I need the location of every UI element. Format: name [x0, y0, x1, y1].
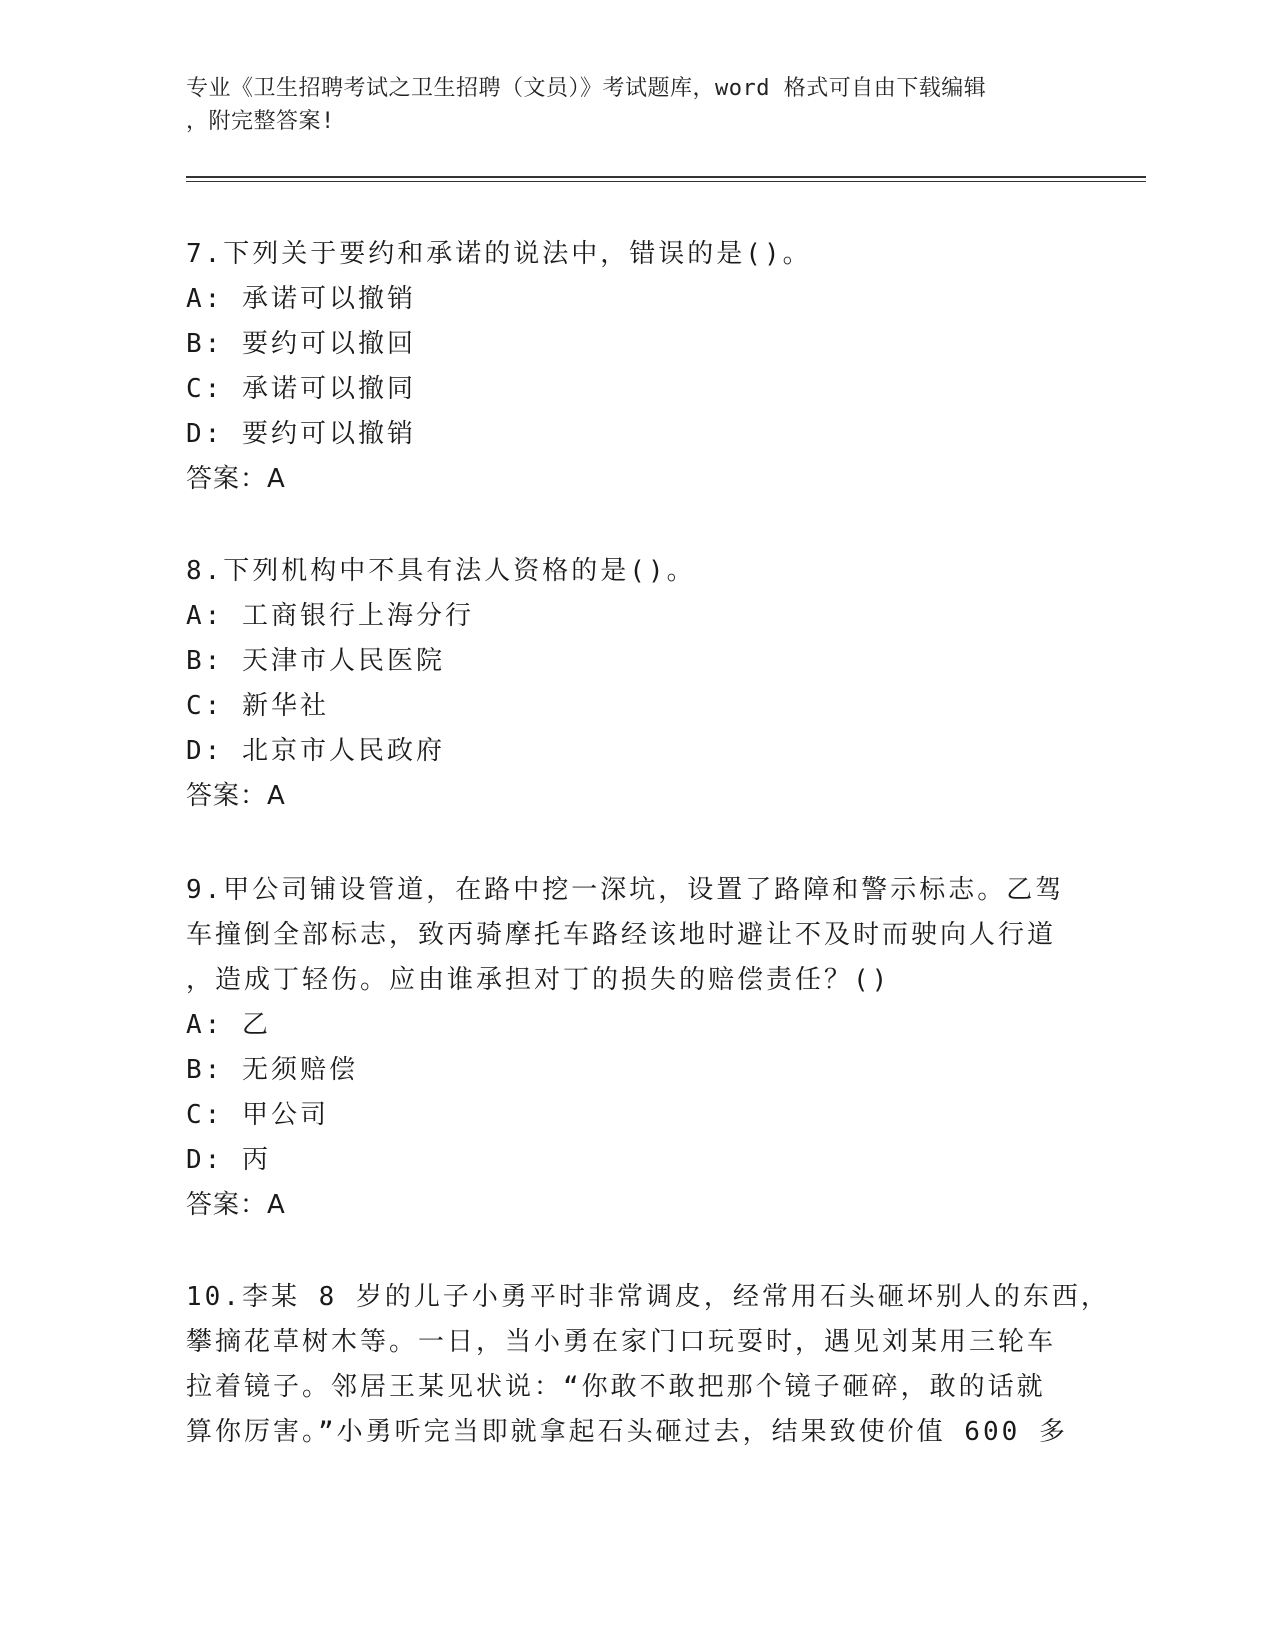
answer: 答案：A [186, 781, 286, 811]
header-divider [186, 176, 1146, 182]
option-b: B: 无须赔偿 [186, 1055, 358, 1085]
option-d: D: 要约可以撤销 [186, 419, 416, 449]
question-stem-line-1: 10.李某 8 岁的儿子小勇平时非常调皮，经常用石头砸坏别人的东西， [186, 1282, 1110, 1312]
header-line-2: ，附完整答案! [186, 109, 335, 134]
question-stem-line-2: 攀摘花草树木等。一日，当小勇在家门口玩耍时，遇见刘某用三轮车 [186, 1327, 1057, 1357]
option-d: D: 丙 [186, 1145, 271, 1175]
option-c: C: 承诺可以撤同 [186, 374, 416, 404]
question-9 [186, 868, 1065, 1228]
question-stem: 7.下列关于要约和承诺的说法中，错误的是()。 [186, 239, 812, 269]
option-c: C: 新华社 [186, 691, 329, 721]
question-stem-line-3: ，造成丁轻伤。应由谁承担对丁的损失的赔偿责任？() [186, 965, 891, 995]
header-line-1: 专业《卫生招聘考试之卫生招聘（文员）》考试题库，word 格式可自由下载编辑 [186, 76, 987, 101]
option-d: D: 北京市人民政府 [186, 736, 445, 766]
question-stem: 8.下列机构中不具有法人资格的是()。 [186, 556, 696, 586]
option-c: C: 甲公司 [186, 1100, 329, 1130]
question-stem-line-2: 车撞倒全部标志，致丙骑摩托车路经该地时避让不及时而驶向人行道 [186, 920, 1057, 950]
document-header [186, 72, 1066, 138]
answer: 答案：A [186, 1190, 286, 1220]
question-stem-line-3: 拉着镜子。邻居王某见状说：“你敢不敢把那个镜子砸碎，敢的话就 [186, 1372, 1046, 1402]
question-8 [186, 549, 1056, 819]
option-a: A: 乙 [186, 1010, 271, 1040]
answer: 答案：A [186, 464, 286, 494]
question-stem-line-1: 9.甲公司铺设管道，在路中挖一深坑，设置了路障和警示标志。乙驾 [186, 875, 1065, 905]
option-a: A: 承诺可以撤销 [186, 284, 416, 314]
question-stem-line-4: 算你厉害。”小勇听完当即就拿起石头砸过去，结果致使价值 600 多 [186, 1417, 1068, 1447]
option-b: B: 要约可以撤回 [186, 329, 416, 359]
option-a: A: 工商银行上海分行 [186, 601, 474, 631]
option-b: B: 天津市人民医院 [186, 646, 445, 676]
question-10 [186, 1275, 1110, 1455]
question-7 [186, 232, 1056, 502]
